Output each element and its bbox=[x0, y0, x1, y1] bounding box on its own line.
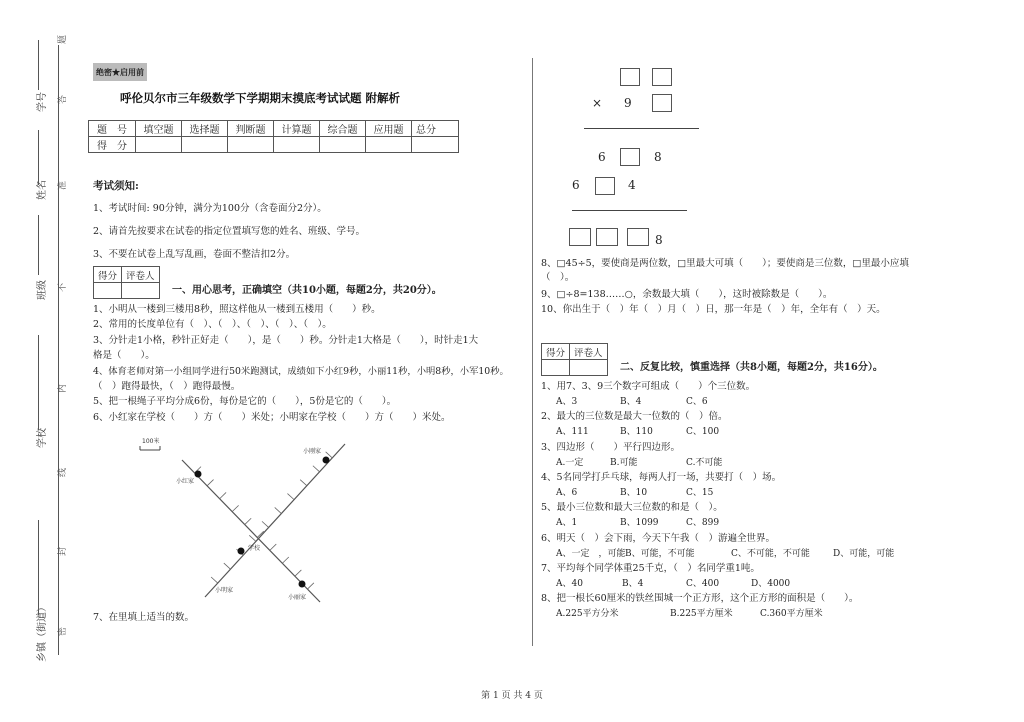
mc-option[interactable]: B.可能 bbox=[610, 457, 638, 468]
score-header-cell: 计算题 bbox=[274, 121, 320, 137]
road-tick bbox=[211, 577, 218, 583]
mc-option[interactable]: A、40 bbox=[556, 578, 583, 589]
question: 5、把一根绳子平均分成6份，每份是它的（ ），5份是它的（ ）。 bbox=[93, 396, 397, 407]
digit: 8 bbox=[655, 233, 663, 247]
question-continued: （ ）。 bbox=[541, 272, 575, 283]
road-tick bbox=[249, 535, 256, 541]
question: 6、小红家在学校（ ）方（ ）米处；小明家在学校（ ）方（ ）米处。 bbox=[93, 412, 451, 423]
seal-char: 线 bbox=[58, 467, 68, 477]
road-tick bbox=[262, 521, 269, 527]
mc-option[interactable]: A、3 bbox=[556, 397, 578, 407]
mc-question: 4、5名同学打乒乓球，每两人打一场，共要打（ ）场。 bbox=[541, 471, 782, 483]
score-cell[interactable] bbox=[320, 137, 366, 153]
field-school: 学校 bbox=[37, 428, 48, 448]
mc-option[interactable]: B、10 bbox=[620, 487, 648, 498]
field-blank bbox=[38, 130, 39, 185]
column-divider bbox=[532, 58, 533, 646]
field-blank bbox=[38, 40, 39, 90]
score-cell[interactable] bbox=[182, 137, 228, 153]
score-table-header-row bbox=[89, 121, 459, 137]
notice-item: 2、请首先按要求在试卷的指定位置填写您的姓名、班级、学号。 bbox=[93, 226, 366, 237]
blank-box[interactable] bbox=[595, 177, 615, 195]
mc-option[interactable]: C、899 bbox=[686, 518, 720, 529]
road-tick bbox=[207, 480, 213, 486]
question: 9、□÷8=138……○，余数最大填（ ），这时被除数是（ ）。 bbox=[541, 289, 833, 300]
road-tick bbox=[275, 507, 282, 513]
secret-label: 绝密★启用前 bbox=[93, 63, 147, 81]
mc-option[interactable]: B、1099 bbox=[620, 518, 659, 529]
scorer-score-cell[interactable] bbox=[542, 360, 570, 376]
scorer-score-cell[interactable] bbox=[94, 283, 122, 299]
road-tick bbox=[307, 583, 313, 589]
scorer-reviewer-cell[interactable] bbox=[570, 360, 608, 376]
road-ticks bbox=[195, 452, 333, 589]
label-school: 学校 bbox=[248, 545, 261, 552]
score-cell[interactable] bbox=[366, 137, 412, 153]
mc-option[interactable]: A、6 bbox=[556, 487, 578, 498]
mc-option[interactable]: B、4 bbox=[622, 578, 644, 589]
question: 1、小明从一楼到三楼用8秒，照这样他从一楼到五楼用（ ）秒。 bbox=[93, 304, 381, 315]
mc-question: 2、最大的三位数是最大一位数的（ ）倍。 bbox=[541, 411, 728, 423]
map-diagram bbox=[130, 432, 370, 612]
question-continued: （ ）跑得最快，（ ）跑得最慢。 bbox=[93, 381, 241, 392]
blank-box[interactable] bbox=[620, 148, 640, 166]
blank-box[interactable] bbox=[596, 228, 618, 246]
mc-option[interactable]: A、1 bbox=[556, 518, 578, 529]
mc-option[interactable]: C、400 bbox=[686, 578, 720, 589]
field-name: 姓名 bbox=[37, 180, 48, 200]
mc-question: 7、平均每个同学体重25千克，（ ）名同学重1吨。 bbox=[541, 562, 760, 574]
question: 2、常用的长度单位有（ ）、（ ）、（ ）、（ ）、（ ）。 bbox=[93, 319, 332, 330]
scorer-reviewer-label: 评卷人 bbox=[570, 344, 608, 360]
blank-box[interactable] bbox=[627, 228, 649, 246]
digit: 9 bbox=[624, 96, 632, 110]
mc-question: 3、四边形（ ）平行四边形。 bbox=[541, 441, 681, 453]
seal-char: 不 bbox=[58, 282, 68, 292]
question-continued: 格是（ ）。 bbox=[93, 350, 155, 361]
mc-option[interactable]: A、111 bbox=[556, 427, 589, 438]
scorer-box bbox=[93, 266, 160, 299]
score-header-cell: 判断题 bbox=[228, 121, 274, 137]
label-xiaoming: 小明家 bbox=[215, 587, 234, 594]
field-blank bbox=[38, 335, 39, 430]
mc-option[interactable]: C.360平方厘米 bbox=[760, 609, 823, 620]
road-tick bbox=[295, 570, 301, 576]
page-footer: 第 1 页 共 4 页 bbox=[481, 691, 543, 701]
seal-char: 答 bbox=[58, 94, 68, 104]
digit: 6 bbox=[598, 150, 606, 164]
page-title: 呼伦贝尔市三年级数学下学期期末摸底考试试题 附解析 bbox=[120, 91, 401, 105]
label-xiaoli: 小丽家 bbox=[288, 594, 307, 601]
point-xiaogang bbox=[323, 457, 330, 464]
label-xiaogang: 小刚家 bbox=[303, 448, 322, 455]
score-header-cell: 综合题 bbox=[320, 121, 366, 137]
binding-line bbox=[58, 45, 59, 655]
rule-line bbox=[572, 210, 687, 211]
mc-option[interactable]: C.不可能 bbox=[686, 457, 723, 468]
mc-option[interactable]: B.225平方厘米 bbox=[670, 609, 733, 620]
mc-question: 6、明天（ ）会下雨，今天下午我（ ）游遍全世界。 bbox=[541, 532, 776, 544]
blank-box[interactable] bbox=[652, 68, 672, 86]
mc-option[interactable]: B、可能，不可能 bbox=[625, 548, 695, 559]
label-xiaohong: 小红家 bbox=[176, 478, 195, 485]
mc-option[interactable]: C、不可能，不可能 bbox=[731, 548, 810, 559]
seal-char: 密 bbox=[58, 626, 68, 636]
mc-option[interactable]: D、4000 bbox=[751, 578, 791, 589]
road-tick bbox=[220, 492, 226, 498]
blank-box[interactable] bbox=[569, 228, 591, 246]
mc-option[interactable]: B、4 bbox=[620, 397, 642, 407]
notice-item: 1、考试时间: 90分钟，满分为100分（含卷面分2分）。 bbox=[93, 203, 327, 214]
score-cell[interactable] bbox=[412, 137, 459, 153]
scorer-box bbox=[541, 343, 608, 376]
road-nw-se bbox=[182, 460, 320, 602]
mc-option[interactable]: C、100 bbox=[686, 427, 720, 438]
section2-heading: 二、反复比较，慎重选择（共8小题，每题2分，共16分）。 bbox=[620, 362, 883, 373]
digit: 8 bbox=[654, 150, 662, 164]
road-tick bbox=[287, 494, 294, 500]
field-student-id: 学号 bbox=[37, 92, 48, 112]
score-table bbox=[88, 120, 459, 153]
scale-label: 100米 bbox=[142, 438, 160, 445]
field-blank bbox=[38, 215, 39, 275]
section1-heading: 一、用心思考，正确填空（共10小题，每题2分，共20分）。 bbox=[172, 285, 442, 296]
blank-box[interactable] bbox=[620, 68, 640, 86]
scorer-score-label: 得分 bbox=[542, 344, 570, 360]
question: 3、分针走1小格，秒针正好走（ ），是（ ）秒。分针走1大格是（ ），时针走1大 bbox=[93, 335, 479, 346]
score-cell[interactable] bbox=[274, 137, 320, 153]
road-tick bbox=[224, 563, 231, 569]
score-header-cell: 应用题 bbox=[366, 121, 412, 137]
mc-question: 1、用7、3、9三个数字可组成（ ）个三位数。 bbox=[541, 381, 756, 392]
rule-line bbox=[584, 128, 699, 129]
road-tick bbox=[270, 544, 276, 550]
score-header-cell: 总分 bbox=[412, 121, 459, 137]
mc-option[interactable]: D、可能，可能 bbox=[833, 548, 895, 559]
question: 4、体育老师对第一小组同学进行50米跑测试，成绩如下小红9秒，小丽11秒，小明8秒，小军10秒。 bbox=[93, 366, 509, 377]
seal-char: 内 bbox=[58, 383, 68, 393]
notice-heading: 考试须知: bbox=[93, 180, 139, 192]
score-row-label: 得 分 bbox=[89, 137, 136, 153]
notice-item: 3、不要在试卷上乱写乱画，卷面不整洁扣2分。 bbox=[93, 249, 296, 260]
field-blank bbox=[38, 520, 39, 615]
digit: 6 bbox=[572, 178, 580, 192]
field-class: 班级 bbox=[37, 280, 48, 300]
score-cell[interactable] bbox=[228, 137, 274, 153]
score-header-cell: 题 号 bbox=[89, 121, 136, 137]
road-tick bbox=[245, 518, 251, 524]
mc-question: 5、最小三位数和最大三位数的和是（ ）。 bbox=[541, 502, 723, 514]
mc-option[interactable]: A.一定 bbox=[556, 457, 584, 468]
mc-question: 8、把一根长60厘米的铁丝围城一个正方形，这个正方形的面积是（ ）。 bbox=[541, 593, 859, 605]
point-xiaoli bbox=[299, 581, 306, 588]
road-tick bbox=[300, 480, 307, 486]
digit: 4 bbox=[628, 178, 636, 192]
point-school bbox=[238, 548, 245, 555]
road-ne-sw bbox=[205, 444, 345, 597]
field-township: 乡镇（街道） bbox=[37, 602, 48, 662]
question: 7、在里填上适当的数。 bbox=[93, 612, 195, 623]
scorer-reviewer-label: 评卷人 bbox=[122, 267, 160, 283]
scorer-reviewer-cell[interactable] bbox=[122, 283, 160, 299]
mc-option[interactable]: A、一定 ，可能 bbox=[556, 548, 626, 559]
mc-option[interactable]: A.225平方分米 bbox=[556, 609, 619, 620]
times-sign: × bbox=[592, 96, 603, 110]
score-cell[interactable] bbox=[136, 137, 182, 153]
seal-char: 题 bbox=[58, 34, 68, 44]
score-table-score-row bbox=[89, 137, 459, 153]
question: 8、□45÷5，要使商是两位数，□里最大可填（ ）；要使商是三位数，□里最小应填 bbox=[541, 258, 909, 269]
road-tick bbox=[313, 466, 320, 472]
mc-option[interactable]: C、15 bbox=[686, 487, 714, 498]
road-tick bbox=[282, 557, 288, 563]
score-header-cell: 选择题 bbox=[182, 121, 228, 137]
question: 10、你出生于（ ）年（ ）月（ ）日，那一年是（ ）年，全年有（ ）天。 bbox=[541, 304, 886, 315]
seal-char: 准 bbox=[58, 180, 68, 190]
seal-char: 封 bbox=[58, 546, 68, 556]
blank-box[interactable] bbox=[652, 94, 672, 112]
point-xiaohong bbox=[195, 471, 202, 478]
mc-option[interactable]: B、110 bbox=[620, 427, 653, 438]
scorer-score-label: 得分 bbox=[94, 267, 122, 283]
mc-option[interactable]: C、6 bbox=[686, 397, 708, 407]
road-tick bbox=[232, 505, 238, 511]
score-header-cell: 填空题 bbox=[136, 121, 182, 137]
